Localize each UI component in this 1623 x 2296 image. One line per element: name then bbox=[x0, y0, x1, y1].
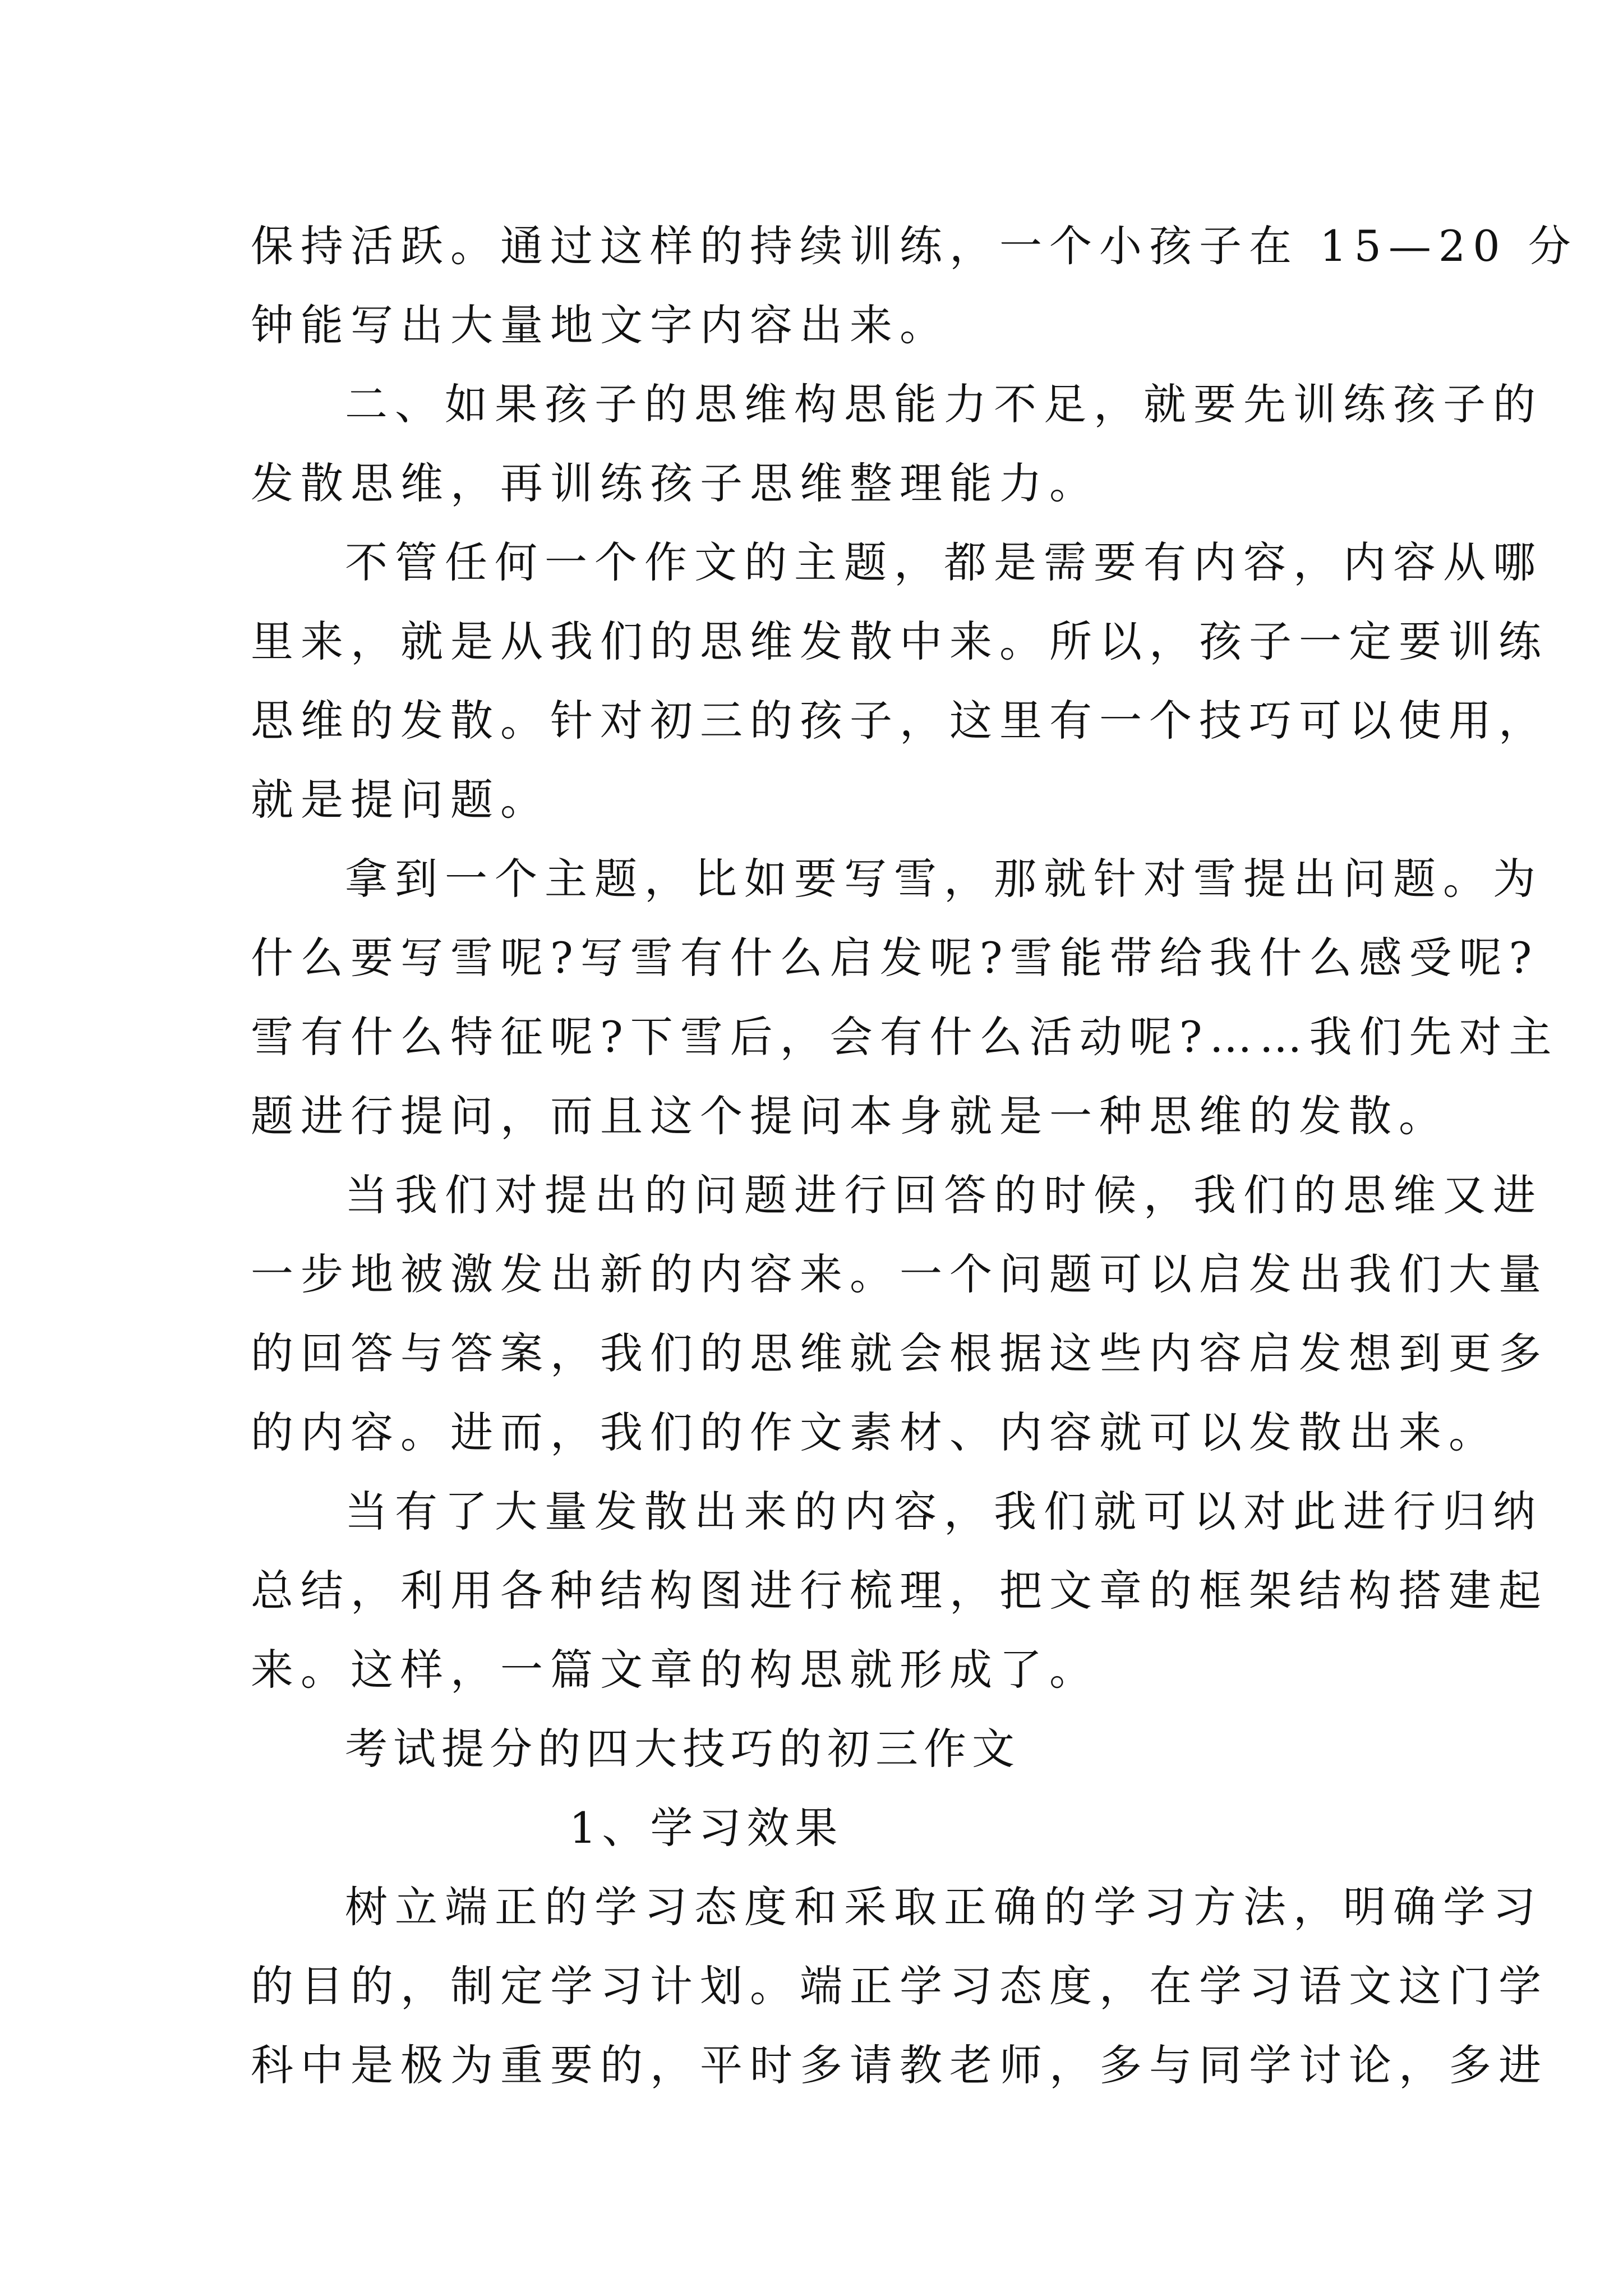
paragraph-line: 里来，就是从我们的思维发散中来。所以，孩子一定要训练 bbox=[251, 616, 1548, 666]
section-heading-line: 发散思维，再训练孩子思维整理能力。 bbox=[251, 458, 1099, 508]
paragraph-line: 保持活跃。通过这样的持续训练，一个小孩子在 15—20 分 bbox=[251, 221, 1578, 271]
paragraph-line: 什么要写雪呢?写雪有什么启发呢?雪能带给我什么感受呢? bbox=[251, 933, 1539, 983]
article-title: 考试提分的四大技巧的初三作文 bbox=[345, 1724, 1020, 1774]
paragraph-line: 雪有什么特征呢?下雪后，会有什么活动呢?……我们先对主 bbox=[251, 1012, 1559, 1062]
paragraph-line: 当有了大量发散出来的内容，我们就可以对此进行归纳 bbox=[345, 1487, 1543, 1536]
document-body bbox=[251, 206, 1578, 2105]
paragraph-line: 思维的发散。针对初三的孩子，这里有一个技巧可以使用， bbox=[251, 696, 1548, 746]
section-heading-line: 二、如果孩子的思维构思能力不足，就要先训练孩子的 bbox=[345, 379, 1543, 429]
paragraph-line: 的回答与答案，我们的思维就会根据这些内容启发想到更多 bbox=[251, 1328, 1548, 1378]
paragraph-line: 的内容。进而，我们的作文素材、内容就可以发散出来。 bbox=[251, 1407, 1498, 1457]
paragraph-line: 不管任何一个作文的主题，都是需要有内容，内容从哪 bbox=[345, 537, 1543, 587]
paragraph-line: 的目的，制定学习计划。端正学习态度，在学习语文这门学 bbox=[251, 1961, 1548, 2011]
paragraph-line: 钟能写出大量地文字内容出来。 bbox=[251, 300, 949, 350]
paragraph-line: 来。这样，一篇文章的构思就形成了。 bbox=[251, 1645, 1099, 1695]
paragraph-line: 一步地被激发出新的内容来。一个问题可以启发出我们大量 bbox=[251, 1249, 1548, 1299]
paragraph-line: 树立端正的学习态度和采取正确的学习方法，明确学习 bbox=[345, 1882, 1543, 1932]
paragraph-line: 题进行提问，而且这个提问本身就是一种思维的发散。 bbox=[251, 1091, 1449, 1141]
paragraph-line: 拿到一个主题，比如要写雪，那就针对雪提出问题。为 bbox=[345, 854, 1543, 904]
paragraph-line: 当我们对提出的问题进行回答的时候，我们的思维又进 bbox=[345, 1170, 1543, 1220]
paragraph-line: 总结，利用各种结构图进行梳理，把文章的框架结构搭建起 bbox=[251, 1566, 1548, 1616]
subsection-heading: 1、学习效果 bbox=[569, 1803, 843, 1853]
paragraph-line: 科中是极为重要的，平时多请教老师，多与同学讨论，多进 bbox=[251, 2040, 1548, 2090]
paragraph-line: 就是提问题。 bbox=[251, 775, 550, 825]
